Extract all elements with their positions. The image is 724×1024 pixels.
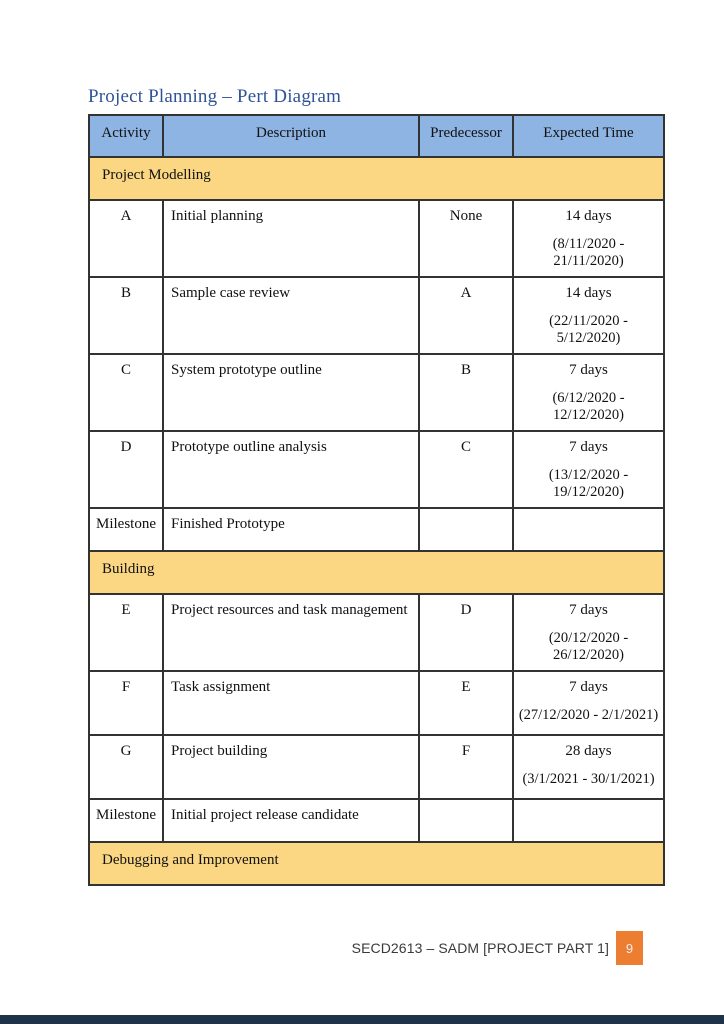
- predecessor-cell: [420, 355, 514, 430]
- section-row: [90, 158, 663, 201]
- table-row: [90, 355, 663, 432]
- description-text: Finished Prototype: [171, 516, 285, 532]
- activity-cell: [90, 432, 164, 507]
- duration-text: 7 days: [569, 362, 608, 378]
- table-row: [90, 201, 663, 278]
- activity-cell: [90, 595, 164, 670]
- column-header-predecessor: Predecessor: [420, 116, 514, 156]
- table-row: [90, 736, 663, 800]
- activity-text: A: [120, 208, 132, 224]
- expected-time-cell: [514, 509, 663, 550]
- column-header-description: Description: [164, 116, 420, 156]
- description-text: Project building: [171, 743, 268, 759]
- predecessor-cell: [420, 595, 514, 670]
- activity-cell: [90, 672, 164, 734]
- table-row: [90, 432, 663, 509]
- predecessor-cell: [420, 672, 514, 734]
- expected-time-cell: [514, 201, 663, 276]
- predecessor-cell: [420, 736, 514, 798]
- section-row: [90, 843, 663, 884]
- date-line: 12/12/2020): [553, 407, 624, 423]
- date-line: (27/12/2020 - 2/1/2021): [518, 707, 659, 723]
- description-text: Task assignment: [171, 679, 271, 695]
- predecessor-cell: [420, 432, 514, 507]
- activity-cell: [90, 509, 164, 550]
- page-title: Project Planning – Pert Diagram: [88, 86, 342, 107]
- activity-text: G: [120, 743, 132, 759]
- activity-cell: [90, 355, 164, 430]
- table-row: [90, 509, 663, 552]
- expected-time-cell: [514, 278, 663, 353]
- date-range: [515, 771, 662, 788]
- description-text: Project resources and task management: [171, 602, 408, 618]
- predecessor-text: B: [460, 362, 471, 378]
- date-line: (3/1/2021 - 30/1/2021): [522, 771, 655, 787]
- page-footer: [352, 931, 643, 965]
- description-cell: [164, 432, 420, 507]
- description-cell: [164, 201, 420, 276]
- table-row: [90, 672, 663, 736]
- activity-text: B: [120, 285, 131, 301]
- section-label: Debugging and Improvement: [102, 852, 279, 868]
- column-header-expected-time: Expected Time: [543, 125, 634, 141]
- description-cell: [164, 278, 420, 353]
- date-range: [515, 467, 662, 501]
- date-range: [515, 630, 662, 664]
- description-cell: [164, 672, 420, 734]
- activity-cell: [90, 736, 164, 798]
- description-text: Initial project release candidate: [171, 807, 359, 823]
- date-line: 26/12/2020): [553, 647, 624, 663]
- predecessor-cell: [420, 509, 514, 550]
- date-range: [515, 707, 662, 724]
- activity-text: Milestone: [96, 807, 156, 823]
- expected-time-cell: [514, 672, 663, 734]
- activity-text: C: [120, 362, 131, 378]
- predecessor-text: C: [460, 439, 471, 455]
- date-line: (20/12/2020 -: [548, 630, 629, 646]
- date-range: [515, 390, 662, 424]
- activity-cell: [90, 201, 164, 276]
- predecessor-text: D: [460, 602, 472, 618]
- activity-text: D: [120, 439, 132, 455]
- duration-text: 7 days: [569, 602, 608, 618]
- predecessor-text: None: [449, 208, 483, 224]
- activity-text: F: [121, 679, 131, 695]
- bottom-accent-bar: [0, 1015, 724, 1024]
- expected-time-cell: [514, 736, 663, 798]
- predecessor-cell: [420, 800, 514, 841]
- expected-time-cell: [514, 432, 663, 507]
- activity-cell: [90, 278, 164, 353]
- expected-time-cell: [514, 800, 663, 841]
- activity-cell: [90, 800, 164, 841]
- date-line: (13/12/2020 -: [548, 467, 629, 483]
- date-range: [515, 313, 662, 347]
- activity-text: Milestone: [96, 516, 156, 532]
- section-row: [90, 552, 663, 595]
- predecessor-text: F: [461, 743, 471, 759]
- description-cell: [164, 509, 420, 550]
- description-cell: [164, 595, 420, 670]
- description-text: Prototype outline analysis: [171, 439, 327, 455]
- date-line: 5/12/2020): [556, 330, 621, 346]
- duration-text: 7 days: [569, 439, 608, 455]
- duration-text: 7 days: [569, 679, 608, 695]
- description-text: Initial planning: [171, 208, 264, 224]
- expected-time-cell: [514, 355, 663, 430]
- section-label: Building: [102, 561, 155, 577]
- duration-text: 14 days: [565, 285, 612, 301]
- footer-course-label: SECD2613 – SADM [PROJECT PART 1]: [351, 940, 609, 956]
- date-range: [515, 236, 662, 270]
- description-cell: [164, 355, 420, 430]
- pert-table: [88, 114, 665, 886]
- predecessor-cell: [420, 201, 514, 276]
- duration-text: 14 days: [565, 208, 612, 224]
- description-cell: [164, 800, 420, 841]
- table-header-row: [90, 116, 663, 158]
- expected-time-cell: [514, 595, 663, 670]
- description-cell: [164, 736, 420, 798]
- activity-text: E: [121, 602, 131, 618]
- description-text: System prototype outline: [171, 362, 322, 378]
- predecessor-text: A: [460, 285, 472, 301]
- column-header-activity: Activity: [90, 116, 164, 156]
- date-line: 19/12/2020): [553, 484, 624, 500]
- date-line: (8/11/2020 -: [552, 236, 625, 252]
- table-row: [90, 278, 663, 355]
- predecessor-text: E: [461, 679, 471, 695]
- table-body: [90, 158, 663, 884]
- date-line: (6/12/2020 -: [552, 390, 625, 406]
- date-line: 21/11/2020): [553, 253, 624, 269]
- description-text: Sample case review: [171, 285, 291, 301]
- predecessor-cell: [420, 278, 514, 353]
- duration-text: 28 days: [565, 743, 612, 759]
- date-line: (22/11/2020 -: [549, 313, 628, 329]
- table-row: [90, 595, 663, 672]
- table-row: [90, 800, 663, 843]
- page-number-badge: 9: [616, 931, 643, 965]
- section-label: Project Modelling: [102, 167, 211, 183]
